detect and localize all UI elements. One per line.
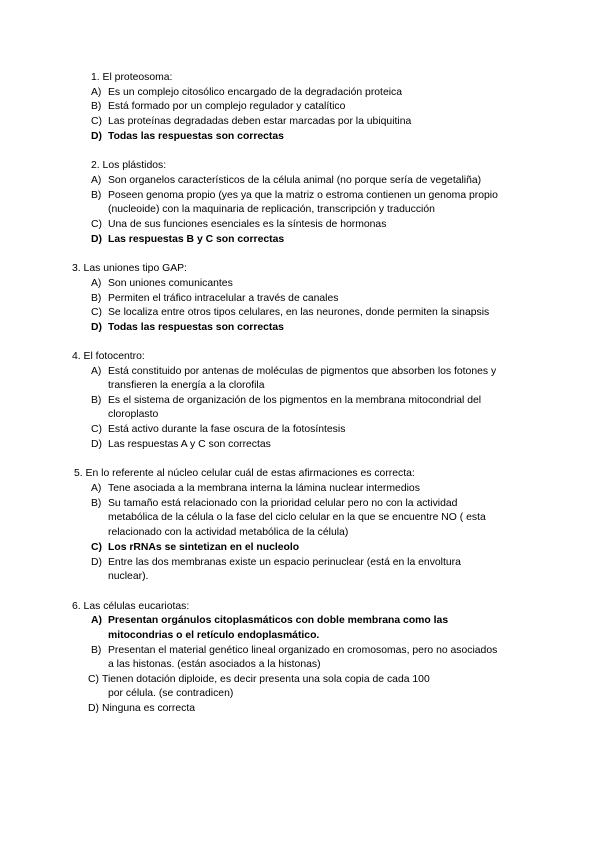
option-text: Su tamaño está relacionado con la prioridad celular pero no con la actividad: [108, 498, 458, 509]
option-letter: C): [91, 424, 102, 435]
option-text: Todas las respuestas son correctas: [108, 322, 284, 333]
option-text: por célula. (se contradicen): [108, 688, 234, 699]
question-2-title: 2. Los plástidos:: [91, 160, 167, 171]
question-1-title: 1. El proteosoma:: [91, 72, 173, 83]
option-text: (nucleoide) con la maquinaria de replicación, transcripción y traducción: [108, 204, 435, 215]
option-letter: A): [91, 366, 102, 377]
option-letter: B): [91, 101, 102, 112]
option-letter: B): [91, 645, 102, 656]
option-text: Poseen genoma propio (yes ya que la matriz o estroma contienen un genoma propio: [108, 190, 498, 201]
option-text: Está activo durante la fase oscura de la fotosíntesis: [108, 424, 346, 435]
option-letter: B): [91, 395, 102, 406]
option-letter: B): [91, 498, 102, 509]
option-letter: A): [91, 87, 102, 98]
option-letter: D): [91, 439, 102, 450]
option-text: metabólica de la célula o la fase del ciclo celular en la que se encuentre NO ( esta: [108, 512, 486, 523]
option-text: Una de sus funciones esenciales es la síntesis de hormonas: [108, 219, 387, 230]
option-letter: D): [91, 234, 102, 245]
option-text: Las respuestas B y C son correctas: [108, 234, 285, 245]
option-text: Son organelos característicos de la célula animal (no porque sería de vegetaliña): [108, 175, 482, 186]
option-text: Ninguna es correcta: [102, 703, 195, 714]
option-text: Tene asociada a la membrana interna la lámina nuclear intermedios: [108, 483, 420, 494]
option-letter: D): [91, 131, 102, 142]
option-letter: C): [88, 674, 99, 685]
option-text: Se localiza entre otros tipos celulares, en las neurones, donde permiten la sinapsis: [108, 307, 490, 318]
option-letter: D): [88, 703, 99, 714]
option-text: mitocondrias o el retículo endoplasmático.: [108, 630, 320, 641]
option-letter: C): [91, 219, 102, 230]
option-letter: A): [91, 483, 102, 494]
option-text: Es un complejo citosólico encargado de la degradación proteica: [108, 87, 403, 98]
option-letter: C): [91, 542, 102, 553]
option-letter: A): [91, 278, 102, 289]
option-text: Todas las respuestas son correctas: [108, 131, 284, 142]
question-5-title: 5. En lo referente al núcleo celular cuál de estas afirmaciones es correcta:: [74, 468, 415, 479]
option-text: Son uniones comunicantes: [108, 278, 233, 289]
question-4-title: 4. El fotocentro:: [72, 351, 145, 362]
option-text: Está formado por un complejo regulador y catalítico: [108, 101, 346, 112]
option-text: Tienen dotación diploide, es decir presenta una sola copia de cada 100: [102, 674, 430, 685]
option-text: Los rRNAs se sintetizan en el nucleolo: [108, 542, 300, 553]
option-letter: D): [91, 322, 102, 333]
question-3-title: 3. Las uniones tipo GAP:: [72, 263, 187, 274]
option-letter: A): [91, 175, 102, 186]
option-text: Está constituido por antenas de moléculas de pigmentos que absorben los fotones y: [108, 366, 497, 377]
option-letter: A): [91, 615, 102, 626]
option-text: cloroplasto: [108, 409, 159, 420]
option-text: relacionado con la actividad metabólica de la célula): [108, 527, 349, 538]
option-letter: C): [91, 116, 102, 127]
option-text: Las respuestas A y C son correctas: [108, 439, 271, 450]
option-text: Entre las dos membranas existe un espacio perinuclear (está en la envoltura: [108, 557, 461, 568]
option-text: transfieren la energía a la clorofila: [108, 380, 265, 391]
option-letter: D): [91, 557, 102, 568]
option-text: Presentan el material genético lineal organizado en cromosomas, pero no asociados: [108, 645, 498, 656]
question-6-title: 6. Las células eucariotas:: [72, 601, 190, 612]
option-text: Las proteínas degradadas deben estar marcadas por la ubiquitina: [108, 116, 412, 127]
option-letter: B): [91, 190, 102, 201]
option-text: Permiten el tráfico intracelular a través de canales: [108, 293, 339, 304]
option-text: nuclear).: [108, 571, 149, 582]
option-text: a las histonas. (están asociados a la histonas): [108, 659, 321, 670]
option-text: Es el sistema de organización de los pigmentos en la membrana mitocondrial del: [108, 395, 482, 406]
option-letter: C): [91, 307, 102, 318]
option-letter: B): [91, 293, 102, 304]
option-text: Presentan orgánulos citoplasmáticos con doble membrana como las: [108, 615, 449, 626]
